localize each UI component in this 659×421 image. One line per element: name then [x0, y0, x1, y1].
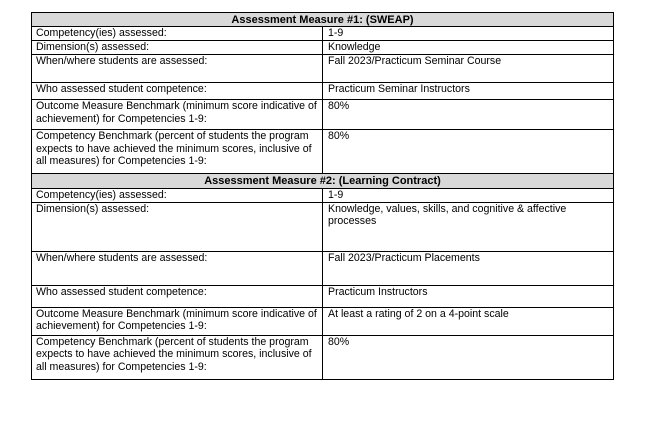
measure-header [32, 13, 614, 27]
row-value: 80% [323, 100, 614, 130]
row-label: When/where students are assessed: [32, 251, 323, 285]
table-row [32, 335, 614, 379]
row-value: 80% [323, 130, 614, 174]
table-row [32, 188, 614, 202]
row-value: 1-9 [323, 188, 614, 202]
row-label: Competency Benchmark (percent of students the program expects to have achieved the minimum scores, inclusive of all measures) for Competencies 1-9: [32, 335, 323, 379]
row-value: Knowledge, values, skills, and cognitive & affective processes [323, 202, 614, 251]
row-label: Outcome Measure Benchmark (minimum score indicative of achievement) for Competencies 1-9: [32, 307, 323, 335]
row-value: Fall 2023/Practicum Seminar Course [323, 55, 614, 83]
table-row [32, 202, 614, 251]
row-label: Outcome Measure Benchmark (minimum score indicative of achievement) for Competencies 1-9: [32, 100, 323, 130]
table-row [32, 130, 614, 174]
row-label: Competency(ies) assessed: [32, 188, 323, 202]
table-row [32, 27, 614, 41]
assessment-table [31, 12, 614, 380]
row-label: Dimension(s) assessed: [32, 202, 323, 251]
table-row [32, 285, 614, 307]
measure-title: Assessment Measure #2: (Learning Contract) [32, 174, 614, 188]
table-row [32, 41, 614, 55]
row-value: Fall 2023/Practicum Placements [323, 251, 614, 285]
row-label: Who assessed student competence: [32, 83, 323, 100]
row-value: 1-9 [323, 27, 614, 41]
row-label: Competency Benchmark (percent of students the program expects to have achieved the minimum scores, inclusive of all measures) for Competencies 1-9: [32, 130, 323, 174]
row-label: Dimension(s) assessed: [32, 41, 323, 55]
table-row [32, 83, 614, 100]
table-row [32, 100, 614, 130]
row-label: When/where students are assessed: [32, 55, 323, 83]
row-value: Practicum Seminar Instructors [323, 83, 614, 100]
measure-title: Assessment Measure #1: (SWEAP) [32, 13, 614, 27]
table-row [32, 307, 614, 335]
row-value: At least a rating of 2 on a 4-point scale [323, 307, 614, 335]
table-row [32, 251, 614, 285]
row-value: Knowledge [323, 41, 614, 55]
row-value: Practicum Instructors [323, 285, 614, 307]
measure-header [32, 174, 614, 188]
row-label: Who assessed student competence: [32, 285, 323, 307]
table-row [32, 55, 614, 83]
row-value: 80% [323, 335, 614, 379]
row-label: Competency(ies) assessed: [32, 27, 323, 41]
